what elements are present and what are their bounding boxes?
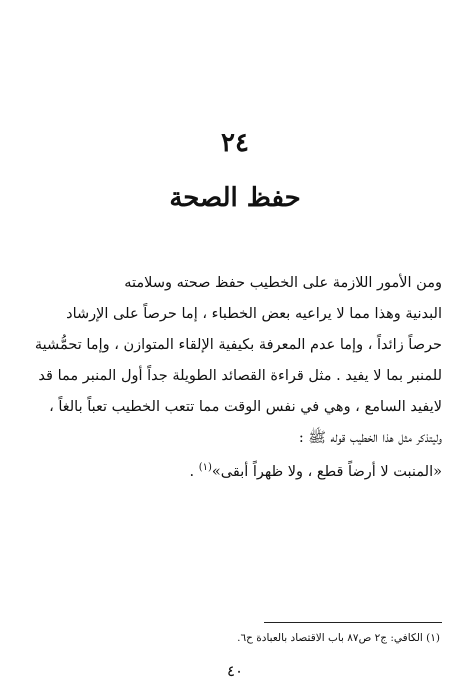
body-line: وليتذكر مثل هذا الخطيب قوله ﷺ : xyxy=(298,430,442,446)
body-line: لايفيد السامع ، وهي في نفس الوقت مما تتعب الخطيب تعباً بالغاً ، xyxy=(49,399,442,415)
hadith-quote xyxy=(30,452,442,488)
body-line: حرصاً زائداً ، وإما عدم المعرفة بكيفية الإلقاء المتوازن ، وإما تحمُّشية xyxy=(34,337,442,353)
footnote-reference: (١) xyxy=(198,462,212,473)
body-line: البدنية وهذا مما لا يراعيه بعض الخطباء ، إما حرصاً على الإرشاد xyxy=(66,306,442,322)
chapter-number: ٢٤ xyxy=(221,128,249,158)
footnote-divider xyxy=(264,622,442,623)
body-paragraph xyxy=(30,268,442,454)
footnote: (١) الكافي: ج٢ ص٨٧ باب الاقتصاد بالعبادة ح٦. xyxy=(237,632,440,644)
quote-end: . xyxy=(189,463,199,480)
chapter-title: حفظ الصحة xyxy=(169,183,301,213)
quote-text: «المنبت لا أرضاً قطع ، ولا ظهراً أبقى» xyxy=(211,463,442,480)
body-line: ومن الأمور اللازمة على الخطيب حفظ صحته وسلامته xyxy=(124,275,442,291)
page-number: ٤٠ xyxy=(226,662,244,680)
body-line: للمنبر بما لا يفيد . مثل قراءة القصائد الطويلة جداً أول المنبر مما قد xyxy=(38,368,442,384)
